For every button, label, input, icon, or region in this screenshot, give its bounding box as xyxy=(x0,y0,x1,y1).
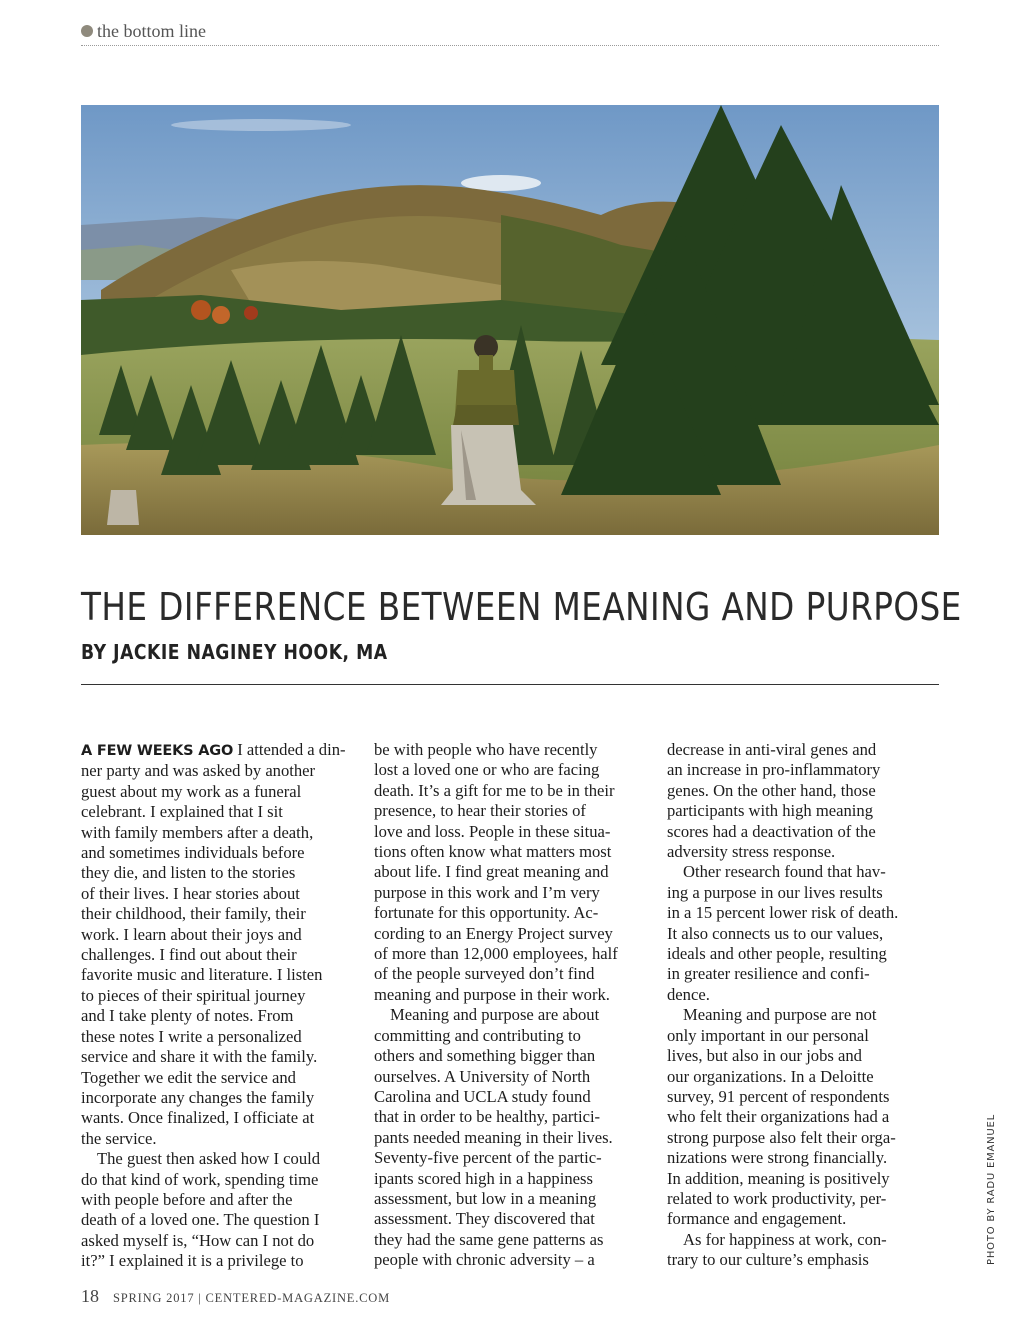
article-text-line: assessment, but low in a meaning xyxy=(374,1188,597,1208)
article-text-line: presence, to hear their stories of xyxy=(374,801,586,821)
article-text-line: these notes I write a personalized xyxy=(81,1026,302,1046)
article-text-line: people with chronic adversity – a xyxy=(374,1250,595,1270)
article-text-line: Other research found that hav- xyxy=(683,862,886,882)
lead-in-text: A FEW WEEKS AGO xyxy=(81,743,234,759)
article-text-line: The guest then asked how I could xyxy=(97,1149,321,1169)
article-text-line: others and something bigger than xyxy=(374,1046,596,1066)
article-text-line: they die, and listen to the stories xyxy=(81,863,296,883)
article-text-line: wants. Once finalized, I officiate at xyxy=(81,1108,315,1128)
article-text-line: In addition, meaning is positively xyxy=(667,1168,890,1188)
article-text-line: be with people who have recently xyxy=(374,740,598,759)
article-text-line: ner party and was asked by another xyxy=(81,761,316,781)
article-text-line: and I take plenty of notes. From xyxy=(81,1006,294,1026)
article-text-line: Seventy-five percent of the partic- xyxy=(374,1148,602,1168)
article-text-line: nizations were strong financially. xyxy=(667,1148,888,1168)
article-text-line: ourselves. A University of North xyxy=(374,1066,591,1086)
article-photo xyxy=(81,105,939,535)
article-text-line: It also connects us to our values, xyxy=(667,923,884,943)
section-tag-label: the bottom line xyxy=(97,21,206,41)
article-text-line: celebrant. I explained that I sit xyxy=(81,802,283,822)
article-text-line: their childhood, their family, their xyxy=(81,904,306,924)
article-text-line: that in order to be healthy, partici- xyxy=(374,1107,601,1127)
article-text-line: ing a purpose in our lives results xyxy=(667,882,883,902)
article-text-line: As for happiness at work, con- xyxy=(683,1229,887,1249)
article-column-1 xyxy=(81,740,361,1280)
title-divider xyxy=(81,684,939,685)
article-text-line: and sometimes individuals before xyxy=(81,843,305,863)
article-text-line: of their lives. I hear stories about xyxy=(81,883,300,903)
article-byline: BY JACKIE NAGINEY HOOK, MA xyxy=(81,640,388,664)
article-text-line: genes. On the other hand, those xyxy=(667,780,876,800)
article-text-line: asked myself is, “How can I not do xyxy=(81,1230,315,1250)
issue-info: SPRING 2017 | CENTERED-MAGAZINE.COM xyxy=(113,1291,391,1305)
article-text-line: in greater resilience and confi- xyxy=(667,964,870,984)
article-text-line: adversity stress response. xyxy=(667,842,836,862)
article-text-line: of more than 12,000 employees, half xyxy=(374,944,618,964)
article-text-line: related to work productivity, per- xyxy=(667,1188,887,1208)
article-text-line: with family members after a death, xyxy=(81,822,314,842)
article-text-line: A FEW WEEKS AGO I attended a din- xyxy=(81,740,346,759)
article-text-line: pants needed meaning in their lives. xyxy=(374,1127,613,1147)
article-text-line: it?” I explained it is a privilege to xyxy=(81,1251,304,1271)
article-text-line: in a 15 percent lower risk of death. xyxy=(667,903,899,923)
article-text-line: the service. xyxy=(81,1128,157,1148)
article-text-line: lives, but also in our jobs and xyxy=(667,1046,862,1066)
article-text-line: decrease in anti-viral genes and xyxy=(667,740,877,759)
mountain-landscape-image xyxy=(81,105,939,535)
article-text-line: incorporate any changes the family xyxy=(81,1087,315,1107)
article-text-line: assessment. They discovered that xyxy=(374,1209,595,1229)
article-text-line: about life. I find great meaning and xyxy=(374,862,609,882)
article-text-line: do that kind of work, spending time xyxy=(81,1169,319,1189)
article-text-line: tions often know what matters most xyxy=(374,842,612,862)
article-text-line: only important in our personal xyxy=(667,1025,869,1045)
article-text-line: work. I learn about their joys and xyxy=(81,924,302,944)
article-column-3 xyxy=(667,740,947,1280)
article-column-2 xyxy=(374,740,654,1280)
article-text-line: participants with high meaning xyxy=(667,801,873,821)
article-text-line: with people before and after the xyxy=(81,1189,293,1209)
section-tag xyxy=(81,20,939,46)
article-text-line: death. It’s a gift for me to be in their xyxy=(374,780,615,800)
article-text-line: to pieces of their spiritual journey xyxy=(81,985,306,1005)
article-text-line: Meaning and purpose are about xyxy=(390,1005,600,1025)
article-text-line: favorite music and literature. I listen xyxy=(81,965,323,985)
article-text-line: an increase in pro-inflammatory xyxy=(667,760,881,780)
section-bullet-icon xyxy=(81,25,93,37)
article-text-line: meaning and purpose in their work. xyxy=(374,984,610,1004)
article-text-line: ipants scored high in a happiness xyxy=(374,1168,593,1188)
article-text-line: formance and engagement. xyxy=(667,1209,847,1229)
article-text-line: they had the same gene patterns as xyxy=(374,1229,604,1249)
article-text-line: challenges. I find out about their xyxy=(81,945,297,965)
article-text-line: survey, 91 percent of respondents xyxy=(667,1086,890,1106)
article-text-line: Together we edit the service and xyxy=(81,1067,296,1087)
article-text-line: committing and contributing to xyxy=(374,1025,581,1045)
article-text-line: purpose in this work and I’m very xyxy=(374,882,600,902)
article-text-line: trary to our culture’s emphasis xyxy=(667,1250,869,1270)
article-text-line: fortunate for this opportunity. Ac- xyxy=(374,903,599,923)
article-text-line: who felt their organizations had a xyxy=(667,1107,890,1127)
article-text-line: scores had a deactivation of the xyxy=(667,821,876,841)
photo-credit: PHOTO BY RADU EMANUEL xyxy=(986,1113,997,1265)
article-text-line: Carolina and UCLA study found xyxy=(374,1086,591,1106)
article-text-line: service and share it with the family. xyxy=(81,1047,318,1067)
article-text-line: strong purpose also felt their orga- xyxy=(667,1127,896,1147)
article-text-line: of the people surveyed don’t find xyxy=(374,964,595,984)
page-footer xyxy=(81,1286,390,1307)
article-text-line: ideals and other people, resulting xyxy=(667,944,887,964)
article-text-line: dence. xyxy=(667,984,710,1004)
article-text-line: guest about my work as a funeral xyxy=(81,781,302,801)
article-text-line: cording to an Energy Project survey xyxy=(374,923,613,943)
page-number: 18 xyxy=(81,1286,99,1306)
article-text-line: lost a loved one or who are facing xyxy=(374,760,600,780)
article-text-line: our organizations. In a Deloitte xyxy=(667,1066,874,1086)
article-title: THE DIFFERENCE BETWEEN MEANING AND PURPOSE xyxy=(81,585,962,629)
article-text-line: death of a loved one. The question I xyxy=(81,1210,320,1230)
article-text-line: Meaning and purpose are not xyxy=(683,1005,877,1025)
article-text-line: love and loss. People in these situa- xyxy=(374,821,611,841)
